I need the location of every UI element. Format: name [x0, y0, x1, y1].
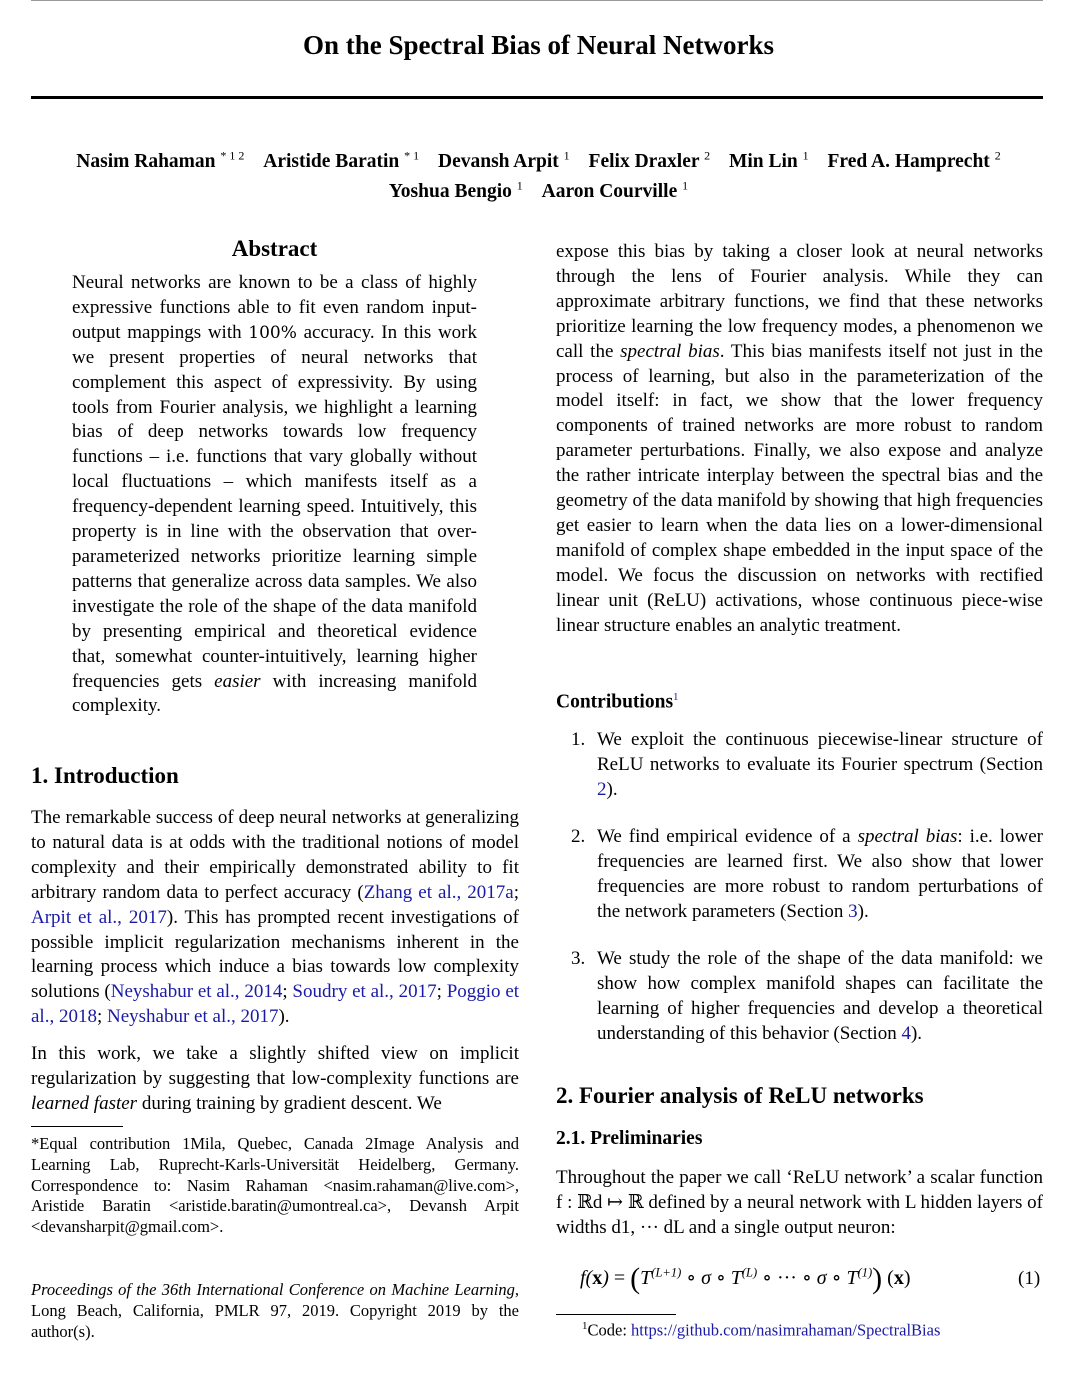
author: Aristide Baratin $^{* 1}$	[263, 148, 420, 172]
contribution-item: 2. We find empirical evidence of a spectral bias: i.e. lower frequencies are learned first. We also show that lower frequencies are more robust to random perturbations of the network parameters (Section 3).	[571, 826, 1044, 922]
code-footnote: $^1$Code: https://github.com/nasimrahaman/SpectralBias	[582, 1320, 941, 1340]
section-ref-link[interactable]: 2	[597, 778, 607, 800]
intro-paragraph-1: The remarkable success of deep neural networks at generalizing to natural data is at odds with the traditional notions of model complexity and their empirically demonstrated ability to fit arbitrary random data to perfect accuracy (Zhang et al., 2017a; Arpit et al., 2017). This has prompted recent investigations of possible implicit regularization mechanisms inherent in the learning process which induce a bias towards low complexity solutions (Neyshabur et al., 2014; Soudry et al., 2017; Poggio et al., 2018; Neyshabur et al., 2017).	[31, 807, 520, 1028]
equation-number: (1)	[1018, 1268, 1041, 1289]
proceedings-footnote: Proceedings of the 36th International Conference on Machine Learning, Long Beach, California, PMLR 97, 2019. Copyright 2019 by the author(s).	[31, 1280, 519, 1341]
citation-link[interactable]: Neyshabur et al., 2017	[107, 1006, 279, 1028]
citation-link[interactable]: Soudry et al., 2017	[292, 981, 437, 1003]
section-ref-link[interactable]: 3	[848, 900, 858, 922]
abstract-text: Neural networks are known to be a class of highly expressive functions able to fit even random input-output mappings with 100% accuracy. In this work we present properties of neural networks that complement this aspect of expressivity. By using tools from Fourier analysis, we highlight a learning bias of deep networks towards low frequency functions – i.e. functions that vary globally without local fluctuations – which manifests itself as a frequency-dependent learning speed. Intuitively, this property is in line with the observation that over-parameterized networks prioritize learning simple patterns that generalize across data samples. We also investigate the role of the shape of the data manifold by presenting empirical and theoretical evidence that, somewhat counter-intuitively, learning higher frequencies gets easier with increasing manifold complexity.	[72, 272, 477, 717]
subsection-heading-preliminaries: 2.1. Preliminaries	[556, 1128, 703, 1149]
abstract-heading: Abstract	[231, 236, 318, 261]
footnote-marker[interactable]: 1	[673, 691, 679, 703]
author: Aaron Courville $^1$	[541, 178, 689, 202]
title-rule	[31, 96, 1043, 99]
author: Nasim Rahaman $^{* 1 2}$	[76, 148, 245, 172]
section-ref-link[interactable]: 4	[901, 1022, 911, 1044]
top-rule	[31, 0, 1043, 1]
author-list	[20, 143, 1057, 204]
intro-paragraph-continued: expose this bias by taking a closer look at neural networks through the lens of Fourier analysis. While they can approximate arbitrary functions, we find that these networks prioritize learning the low frequency modes, a phenomenon we call the spectral bias. This bias manifests itself not just in the process of learning, but also in the parameterization of the model itself: in fact, we show that the lower frequency components of trained networks are more robust to random parameter perturbations. Finally, we also expose and analyze the rather intricate interplay between the spectral bias and the geometry of the data manifold by showing that high frequencies get easier to learn when the data lies on a lower-dimensional manifold of complex shape embedded in the input space of the model. We focus the discussion on networks with rectified linear unit (ReLU) activations, whose continuous piece-wise linear structure enables an analytic treatment.	[556, 241, 1044, 636]
footnote-rule	[31, 1126, 123, 1127]
footnote-rule	[556, 1314, 676, 1315]
contribution-item: 1. We exploit the continuous piecewise-linear structure of ReLU networks to evaluate its Fourier spectrum (Section 2).	[571, 729, 1043, 800]
citation-link[interactable]: Neyshabur et al., 2014	[110, 981, 283, 1003]
citation-link[interactable]: Zhang et al., 2017a	[363, 881, 514, 903]
paper-title: On the Spectral Bias of Neural Networks	[303, 30, 774, 60]
author: Devansh Arpit $^1$	[437, 148, 570, 172]
contribution-item: 3. We study the role of the shape of the data manifold: we show how complex manifold shapes can facilitate the learning of higher frequencies and develop a theoretical understanding of this behavior (Section 4).	[571, 948, 1043, 1044]
author: Min Lin $^1$	[728, 148, 809, 172]
code-url-link[interactable]: https://github.com/nasimrahaman/SpectralBias	[631, 1320, 941, 1340]
equation-1: $f(x) = (T^{(L+1)}$ ∘ σ ∘ $T^{(L)}$ ∘ ··· ∘ σ ∘ $T^{(1)}$) (x)	[580, 1262, 911, 1295]
citation-link[interactable]: Arpit et al., 2017	[31, 906, 167, 928]
section-heading-fourier: 2. Fourier analysis of ReLU networks	[556, 1083, 924, 1108]
citation-link[interactable]: Poggio et al., 2018	[31, 981, 520, 1028]
intro-paragraph-2: In this work, we take a slightly shifted view on implicit regularization by suggesting that low-complexity functions are learned faster during training by gradient descent. We	[31, 1043, 519, 1114]
contributions-heading: Contributions$^1$	[556, 691, 679, 713]
affiliation-footnote: *Equal contribution 1Mila, Quebec, Canada 2Image Analysis and Learning Lab, Ruprecht-Karls-Universität Heidelberg, Germany. Correspondence to: Nasim Rahaman <nasim.rahaman@live.com>, Aristide Baratin <aristide.baratin@umontreal.ca>, Devansh Arpit <devansharpit@gmail.com>.	[31, 1134, 519, 1237]
author: Felix Draxler $^2$	[588, 148, 711, 172]
author: Fred A. Hamprecht $^2$	[827, 148, 1001, 172]
author: Yoshua Bengio $^1$	[388, 178, 523, 202]
preliminaries-paragraph: Throughout the paper we call ‘ReLU network’ a scalar function f : ℝd ↦ ℝ defined by a neural network with L hidden layers of widths d1, ··· dL and a single output neuron:	[556, 1167, 1043, 1238]
section-heading-introduction: 1. Introduction	[31, 763, 179, 788]
